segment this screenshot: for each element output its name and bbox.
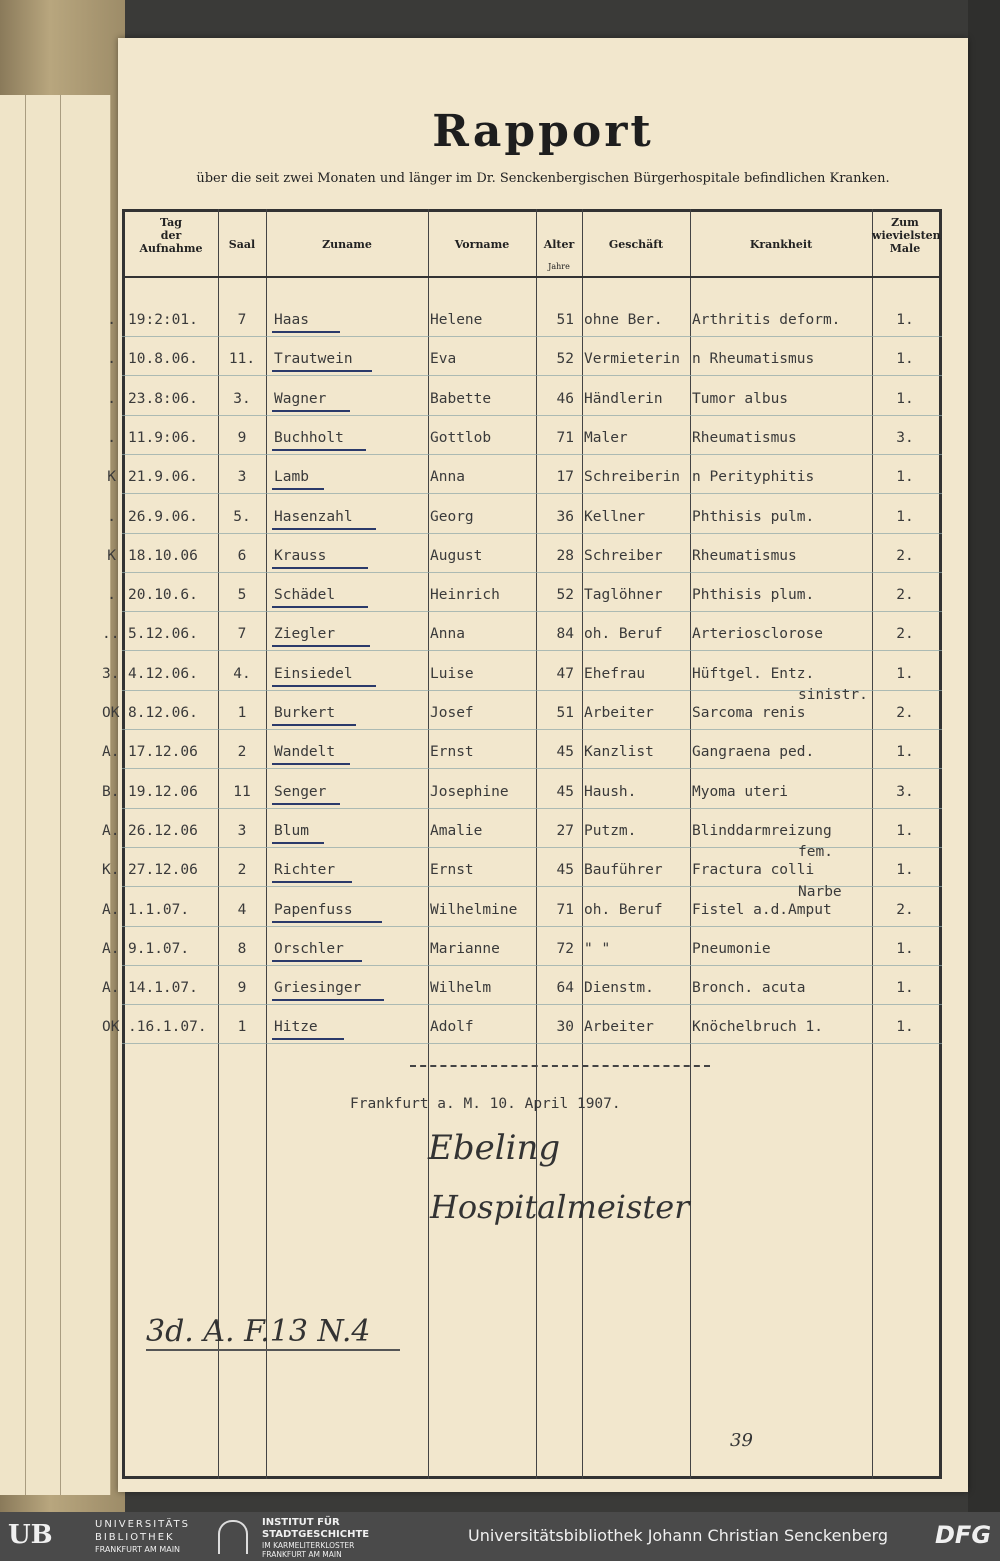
cell-saal: 7 (237, 312, 247, 328)
cell-zuname: Orschler (274, 941, 344, 957)
cell-alter: 17 (556, 469, 574, 485)
cell-mal: 2. (896, 705, 914, 721)
cell-vorname: Eva (430, 351, 457, 367)
cell-zuname: Burkert (274, 705, 336, 721)
row-rule (122, 965, 942, 966)
cell-vorname: Adolf (430, 1019, 474, 1035)
table-row (102, 978, 968, 1002)
cell-geschaeft: Haush. (584, 784, 637, 800)
cell-zuname: Wandelt (274, 744, 336, 760)
cell-alter: 84 (556, 626, 574, 642)
cell-date: 26.9.06. (128, 509, 198, 525)
cell-mal: 1. (896, 941, 914, 957)
row-rule (122, 1004, 942, 1005)
cell-date: 18.10.06 (128, 548, 198, 564)
cell-zuname: Papenfuss (274, 902, 353, 918)
cell-mal: 1. (896, 823, 914, 839)
cell-krankheit: Blinddarmreizung (692, 823, 832, 839)
cell-zuname: Lamb (274, 469, 309, 485)
cell-saal: 3 (237, 469, 247, 485)
footer-center-text: Universitätsbibliothek Johann Christian Senckenberg (468, 1526, 889, 1545)
table-row (107, 467, 968, 491)
cell-geschaeft: Putzm. (584, 823, 637, 839)
cell-zuname: Schädel (274, 587, 336, 603)
cell-krankheit: n Perityphitis (692, 469, 815, 485)
cell-geschaeft: Dienstm. (584, 980, 654, 996)
cell-saal: 5 (237, 587, 247, 603)
cell-alter: 71 (556, 430, 574, 446)
cell-geschaeft: oh. Beruf (584, 902, 663, 918)
cell-date: 8.12.06. (128, 705, 198, 721)
table-row (102, 782, 968, 806)
cell-saal: 2 (237, 862, 247, 878)
cell-mal: 1. (896, 351, 914, 367)
cell-vorname: Wilhelmine (430, 902, 518, 918)
cell-alter: 45 (556, 862, 574, 878)
ub-name-2: BIBLIOTHEK (95, 1532, 175, 1543)
cell-zuname: Haas (274, 312, 309, 328)
cell-vorname: Anna (430, 626, 465, 642)
cell-date: 19:2:01. (128, 312, 198, 328)
cell-saal: 3. (233, 391, 251, 407)
ub-name-3: FRANKFURT AM MAIN (95, 1545, 181, 1554)
cell-date: 17.12.06 (128, 744, 198, 760)
cell-m: OK (102, 1019, 120, 1035)
cell-alter: 72 (556, 941, 574, 957)
cell-vorname: Georg (430, 509, 474, 525)
page-number: 39 (730, 1430, 753, 1451)
row-rule (122, 493, 942, 494)
cell-alter: 30 (556, 1019, 574, 1035)
header-alter-unit: Jahre (548, 262, 570, 271)
cell-geschaeft: Vermieterin (584, 351, 681, 367)
surname-underline (272, 960, 362, 962)
surname-underline (272, 685, 376, 687)
cell-saal: 6 (237, 548, 247, 564)
cell-m: OK (102, 705, 120, 721)
surname-underline (272, 803, 340, 805)
cell-zuname: Hasenzahl (274, 509, 353, 525)
isg-line-3: IM KARMELITERKLOSTER (262, 1541, 355, 1550)
cell-m: . (107, 391, 116, 407)
cell-geschaeft: Schreiberin (584, 469, 681, 485)
page-subtitle: über die seit zwei Monaten und länger im Dr. Senckenbergischen Bürgerhospitale befindlichen Kranken. (196, 171, 890, 186)
cell-saal: 5. (233, 509, 251, 525)
cell-zuname: Wagner (274, 391, 327, 407)
surname-underline (272, 528, 376, 530)
table-row (107, 349, 968, 373)
cell-zuname: Krauss (274, 548, 327, 564)
cell-alter: 36 (556, 509, 574, 525)
header-vorname: Vorname (454, 238, 510, 251)
cell-date: 4.12.06. (128, 666, 198, 682)
header-krankheit: Krankheit (749, 238, 813, 251)
row-rule (122, 533, 942, 534)
cell-vorname: Gottlob (430, 430, 492, 446)
cell-geschaeft: Ehefrau (584, 666, 646, 682)
underlying-page (0, 95, 111, 1495)
cell-m: . (107, 509, 116, 525)
cell-date: 21.9.06. (128, 469, 198, 485)
cell-vorname: Helene (430, 312, 483, 328)
table-row (102, 1017, 968, 1041)
surname-underline (272, 763, 350, 765)
cell-saal: 11. (228, 351, 256, 367)
cell-geschaeft: Bauführer (584, 862, 663, 878)
cell-krankheit: Rheumatismus (692, 548, 797, 564)
cell-vorname: Babette (430, 391, 492, 407)
cell-mal: 3. (896, 430, 914, 446)
cell-saal: 4 (237, 902, 247, 918)
cell-mal: 1. (896, 980, 914, 996)
cell-date: 11.9:06. (128, 430, 198, 446)
cell-mal: 1. (896, 862, 914, 878)
surname-underline (272, 370, 372, 372)
surname-underline (272, 606, 368, 608)
isg-logo-icon (218, 1520, 248, 1554)
surname-underline (272, 567, 368, 569)
ub-logo: UB (8, 1520, 53, 1550)
cell-zuname: Senger (274, 784, 327, 800)
cell-krankheit-note: sinistr. (798, 687, 868, 703)
cell-alter: 46 (556, 391, 574, 407)
isg-line-4: FRANKFURT AM MAIN (262, 1550, 342, 1559)
cell-geschaeft: " " (584, 941, 611, 957)
cell-krankheit: Pneumonie (692, 941, 771, 957)
cell-zuname: Hitze (274, 1019, 318, 1035)
archive-note: 3d. A. F.13 N.4 (146, 1314, 400, 1351)
cell-alter: 45 (556, 744, 574, 760)
cell-saal: 11 (233, 784, 251, 800)
table-row (102, 821, 968, 845)
row-rule (122, 454, 942, 455)
cell-saal: 8 (237, 941, 247, 957)
cell-zuname: Ziegler (274, 626, 336, 642)
cell-date: 20.10.6. (128, 587, 198, 603)
cell-m: A. (102, 823, 120, 839)
cell-mal: 1. (896, 666, 914, 682)
cell-saal: 1 (237, 705, 247, 721)
table-row (107, 585, 968, 609)
cell-alter: 52 (556, 351, 574, 367)
row-rule (122, 729, 942, 730)
cell-krankheit: n Rheumatismus (692, 351, 815, 367)
cell-mal: 1. (896, 1019, 914, 1035)
cell-krankheit: Arthritis deform. (692, 312, 841, 328)
cell-krankheit: Fistel a.d.Amput (692, 902, 832, 918)
cell-mal: 1. (896, 312, 914, 328)
cell-mal: 1. (896, 469, 914, 485)
cell-geschaeft: oh. Beruf (584, 626, 663, 642)
cell-saal: 9 (237, 980, 247, 996)
cell-krankheit: Rheumatismus (692, 430, 797, 446)
cell-date: 26.12.06 (128, 823, 198, 839)
surname-underline (272, 645, 370, 647)
cell-date: .16.1.07. (128, 1019, 207, 1035)
cell-geschaeft: Händlerin (584, 391, 663, 407)
cell-geschaeft: Kanzlist (584, 744, 654, 760)
cell-alter: 52 (556, 587, 574, 603)
cell-mal: 1. (896, 744, 914, 760)
row-rule (122, 650, 942, 651)
table-row (102, 939, 968, 963)
surname-underline (272, 724, 356, 726)
table-row (102, 687, 968, 727)
page-title: Rapport (432, 106, 654, 157)
table-row (107, 546, 968, 570)
surname-underline (272, 1038, 344, 1040)
cell-alter: 71 (556, 902, 574, 918)
cell-date: 14.1.07. (128, 980, 198, 996)
cell-vorname: August (430, 548, 483, 564)
place-date: Frankfurt a. M. 10. April 1907. (350, 1096, 621, 1112)
row-rule (122, 375, 942, 376)
footer-bar (0, 1512, 1000, 1561)
cell-krankheit: Bronch. acuta (692, 980, 806, 996)
cell-vorname: Marianne (430, 941, 500, 957)
cell-mal: 3. (896, 784, 914, 800)
signature-name: Ebeling (428, 1128, 561, 1168)
cell-m: A. (102, 980, 120, 996)
cell-alter: 28 (556, 548, 574, 564)
cell-vorname: Ernst (430, 862, 474, 878)
cell-zuname: Richter (274, 862, 336, 878)
cell-krankheit-note: fem. (798, 844, 833, 860)
cell-geschaeft: Arbeiter (584, 1019, 654, 1035)
cell-geschaeft: Maler (584, 430, 628, 446)
cell-vorname: Anna (430, 469, 465, 485)
cell-geschaeft: Kellner (584, 509, 646, 525)
cell-m: .. (102, 626, 120, 642)
signature-title: Hospitalmeister (430, 1188, 690, 1226)
cell-m: . (107, 430, 116, 446)
row-rule (122, 808, 942, 809)
cell-m: B. (102, 784, 120, 800)
cell-alter: 27 (556, 823, 574, 839)
cell-m: . (107, 587, 116, 603)
row-rule (122, 336, 942, 337)
cell-mal: 2. (896, 548, 914, 564)
cell-alter: 51 (556, 705, 574, 721)
cell-date: 9.1.07. (128, 941, 190, 957)
cell-alter: 64 (556, 980, 574, 996)
cell-vorname: Josephine (430, 784, 509, 800)
cell-krankheit: Phthisis pulm. (692, 509, 815, 525)
table-row (102, 844, 968, 884)
cell-date: 1.1.07. (128, 902, 190, 918)
row-rule (122, 415, 942, 416)
row-rule (122, 1043, 942, 1044)
surname-underline (272, 842, 324, 844)
cell-date: 10.8.06. (128, 351, 198, 367)
cell-m: K (107, 469, 116, 485)
cell-m: K (107, 548, 116, 564)
ub-name-1: UNIVERSITÄTS (95, 1519, 191, 1530)
table-row (102, 664, 968, 688)
table-row (102, 742, 968, 766)
cell-alter: 47 (556, 666, 574, 682)
cell-date: 5.12.06. (128, 626, 198, 642)
surname-underline (272, 488, 324, 490)
cell-mal: 2. (896, 626, 914, 642)
cell-mal: 2. (896, 587, 914, 603)
dfg-logo: DFG (935, 1521, 992, 1549)
cell-geschaeft: ohne Ber. (584, 312, 663, 328)
cell-date: 23.8:06. (128, 391, 198, 407)
header-tag: Tag der Aufnahme (139, 216, 203, 255)
cell-saal: 4. (233, 666, 251, 682)
header-saal: Saal (228, 238, 256, 251)
cell-saal: 9 (237, 430, 247, 446)
cell-krankheit: Fractura colli (692, 862, 815, 878)
row-rule (122, 572, 942, 573)
header-alter: Alter (543, 238, 575, 251)
cell-saal: 1 (237, 1019, 247, 1035)
header-rule (122, 276, 942, 278)
cell-vorname: Ernst (430, 744, 474, 760)
cell-alter: 45 (556, 784, 574, 800)
cell-krankheit: Gangraena ped. (692, 744, 815, 760)
cell-krankheit-note: Narbe (798, 884, 842, 900)
cell-alter: 51 (556, 312, 574, 328)
header-zum-male: Zum wievielsten Male (872, 216, 941, 255)
cell-m: . (107, 312, 116, 328)
cell-krankheit: Arteriosclorose (692, 626, 823, 642)
isg-line-1: INSTITUT FÜR (262, 1517, 340, 1528)
closing-dash-line (410, 1065, 710, 1067)
cell-vorname: Luise (430, 666, 474, 682)
cell-zuname: Einsiedel (274, 666, 353, 682)
cell-date: 27.12.06 (128, 862, 198, 878)
cell-krankheit: Sarcoma renis (692, 705, 806, 721)
surname-underline (272, 881, 352, 883)
surname-underline (272, 410, 350, 412)
cell-saal: 2 (237, 744, 247, 760)
surname-underline (272, 449, 366, 451)
cell-m: K. (102, 862, 120, 878)
table-row (107, 428, 968, 452)
header-zuname: Zuname (322, 238, 372, 251)
cell-krankheit: Phthisis plum. (692, 587, 815, 603)
table-row (107, 507, 968, 531)
cell-zuname: Trautwein (274, 351, 353, 367)
cell-date: 19.12.06 (128, 784, 198, 800)
cell-krankheit: Hüftgel. Entz. (692, 666, 815, 682)
table-row (102, 884, 968, 924)
cell-krankheit: Myoma uteri (692, 784, 789, 800)
surname-underline (272, 331, 340, 333)
cell-m: 3. (102, 666, 120, 682)
table-row (102, 624, 968, 648)
cell-vorname: Wilhelm (430, 980, 492, 996)
scan-background (968, 0, 1000, 1512)
document-page (102, 38, 968, 1492)
cell-m: . (107, 351, 116, 367)
cell-geschaeft: Taglöhner (584, 587, 663, 603)
cell-m: A. (102, 744, 120, 760)
cell-mal: 1. (896, 509, 914, 525)
cell-zuname: Buchholt (274, 430, 344, 446)
table-row (107, 310, 968, 334)
row-rule (122, 611, 942, 612)
cell-geschaeft: Arbeiter (584, 705, 654, 721)
cell-mal: 1. (896, 391, 914, 407)
cell-m: A. (102, 902, 120, 918)
cell-saal: 7 (237, 626, 247, 642)
surname-underline (272, 921, 382, 923)
cell-vorname: Amalie (430, 823, 483, 839)
cell-geschaeft: Schreiber (584, 548, 663, 564)
cell-vorname: Josef (430, 705, 474, 721)
cell-zuname: Griesinger (274, 980, 362, 996)
row-rule (122, 926, 942, 927)
isg-line-2: STADTGESCHICHTE (262, 1529, 370, 1540)
surname-underline (272, 999, 384, 1001)
table-row (107, 389, 968, 413)
cell-mal: 2. (896, 902, 914, 918)
cell-krankheit: Knöchelbruch 1. (692, 1019, 823, 1035)
cell-krankheit: Tumor albus (692, 391, 789, 407)
cell-m: A. (102, 941, 120, 957)
row-rule (122, 768, 942, 769)
cell-saal: 3 (237, 823, 247, 839)
header-geschaeft: Geschäft (608, 238, 664, 251)
cell-zuname: Blum (274, 823, 309, 839)
cell-vorname: Heinrich (430, 587, 500, 603)
